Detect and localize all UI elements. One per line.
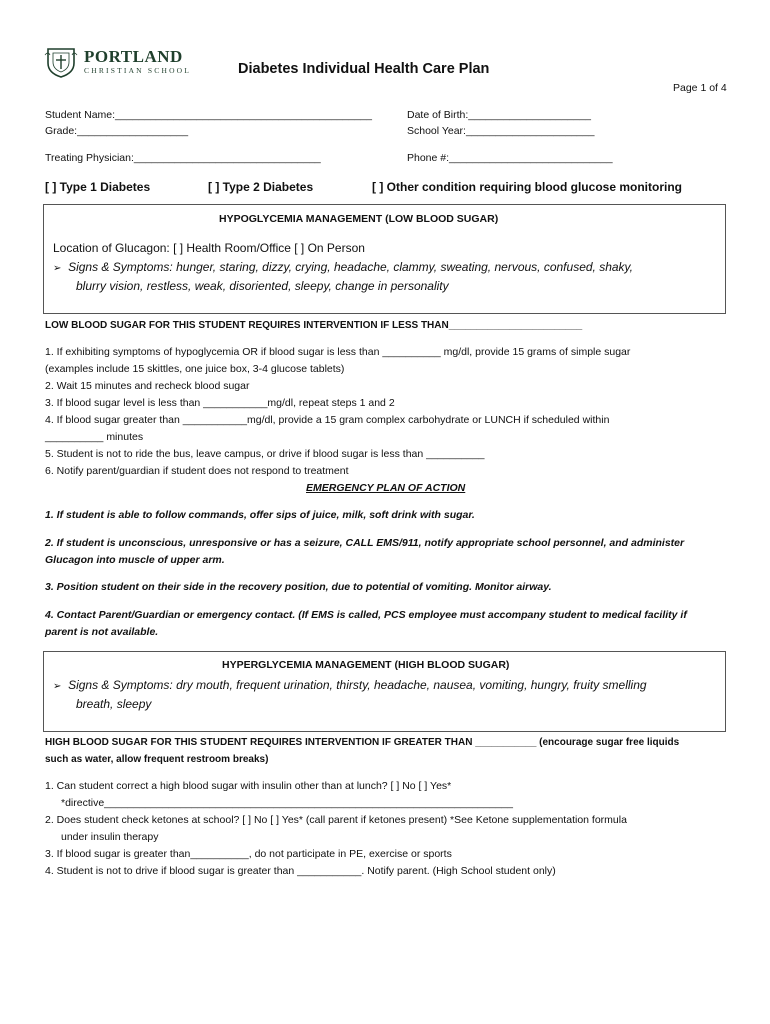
hyper-step: 1. Can student correct a high blood sugar with insulin other than at lunch? [ ] No [ ] Yes* bbox=[45, 780, 452, 792]
hypo-symptoms-line1: Signs & Symptoms: hunger, staring, dizzy, crying, headache, clammy, sweating, nervous, confused, shaky, bbox=[68, 260, 633, 274]
hypo-symptoms-line2: blurry vision, restless, weak, disoriented, sleepy, change in personality bbox=[76, 279, 449, 293]
hypo-step: (examples include 15 skittles, one juice box, 3-4 glucose tablets) bbox=[45, 363, 345, 375]
checkbox-other[interactable]: [ ] Other condition requiring blood glucose monitoring bbox=[372, 180, 682, 194]
checkbox-type2[interactable]: [ ] Type 2 Diabetes bbox=[208, 180, 314, 194]
emergency-item-4: 4. Contact Parent/Guardian or emergency contact. (If EMS is called, PCS employee must accompany student to medical facility if bbox=[45, 609, 687, 621]
hypo-step: 5. Student is not to ride the bus, leave campus, or drive if blood sugar is less than __________ bbox=[45, 448, 485, 460]
crest-icon bbox=[44, 45, 78, 79]
hypo-step: 4. If blood sugar greater than ___________mg/dl, provide a 15 gram complex carbohydrate or LUNCH if scheduled within bbox=[45, 414, 610, 426]
grade-field[interactable]: Grade:___________________ bbox=[45, 125, 189, 137]
emergency-item-3: 3. Position student on their side in the recovery position, due to potential of vomiting. Monitor airway. bbox=[45, 581, 552, 593]
emergency-item-1: 1. If student is able to follow commands, offer sips of juice, milk, soft drink with sugar. bbox=[45, 509, 475, 521]
hypo-symptoms bbox=[53, 260, 633, 274]
emergency-item-2: 2. If student is unconscious, unresponsive or has a seizure, CALL EMS/911, notify appropriate school personnel, and administer bbox=[45, 537, 685, 549]
emergency-item-2-cont: Glucagon into muscle of upper arm. bbox=[45, 554, 225, 566]
hyper-heading: HYPERGLYCEMIA MANAGEMENT (HIGH BLOOD SUGAR) bbox=[222, 659, 510, 671]
page-number: Page 1 of 4 bbox=[673, 82, 727, 94]
hyper-step: under insulin therapy bbox=[61, 831, 159, 843]
high-intervention-cont: such as water, allow frequent restroom breaks) bbox=[45, 754, 269, 765]
hypo-step: 2. Wait 15 minutes and recheck blood sugar bbox=[45, 380, 250, 392]
phone-field[interactable]: Phone #:____________________________ bbox=[407, 152, 613, 164]
dob-field[interactable]: Date of Birth:_____________________ bbox=[407, 109, 591, 121]
student-name-field[interactable]: Student Name:____________________________________________ bbox=[45, 109, 372, 121]
school-year-field[interactable]: School Year:______________________ bbox=[407, 125, 595, 137]
arrow-bullet-icon: ➢ bbox=[53, 263, 62, 274]
hypo-step: __________ minutes bbox=[45, 431, 144, 443]
hyper-symptoms-line1: Signs & Symptoms: dry mouth, frequent urination, thirsty, headache, nausea, vomiting, hungry, fruity smelling bbox=[68, 678, 647, 692]
low-intervention: LOW BLOOD SUGAR FOR THIS STUDENT REQUIRES INTERVENTION IF LESS THAN________________________ bbox=[45, 320, 583, 331]
arrow-bullet-icon: ➢ bbox=[53, 681, 62, 692]
emergency-item-4-cont: parent is not available. bbox=[45, 626, 159, 638]
hypo-step: 3. If blood sugar level is less than ___________mg/dl, repeat steps 1 and 2 bbox=[45, 397, 395, 409]
hypo-heading: HYPOGLYCEMIA MANAGEMENT (LOW BLOOD SUGAR) bbox=[219, 213, 499, 225]
hypo-step: 6. Notify parent/guardian if student does not respond to treatment bbox=[45, 465, 349, 477]
checkbox-type1[interactable]: [ ] Type 1 Diabetes bbox=[45, 180, 151, 194]
high-intervention: HIGH BLOOD SUGAR FOR THIS STUDENT REQUIRES INTERVENTION IF GREATER THAN ___________ (encourage sugar free liquids bbox=[45, 737, 680, 748]
hyper-symptoms bbox=[53, 678, 647, 692]
logo-subtitle: CHRISTIAN SCHOOL bbox=[84, 66, 192, 75]
page-title: Diabetes Individual Health Care Plan bbox=[238, 61, 490, 77]
school-logo bbox=[44, 45, 204, 79]
physician-field[interactable]: Treating Physician:________________________________ bbox=[45, 152, 321, 164]
hyper-step: *directive______________________________________________________________________ bbox=[61, 797, 513, 809]
hyper-step: 4. Student is not to drive if blood sugar is greater than ___________. Notify parent. (High School student only) bbox=[45, 865, 556, 877]
hyper-step: 2. Does student check ketones at school? [ ] No [ ] Yes* (call parent if ketones present) *See Ketone supplementation formula bbox=[45, 814, 627, 826]
hyper-symptoms-line2: breath, sleepy bbox=[76, 697, 152, 711]
logo-name: PORTLAND bbox=[84, 47, 183, 66]
emergency-heading: EMERGENCY PLAN OF ACTION bbox=[306, 482, 466, 494]
glucagon-location[interactable]: Location of Glucagon: [ ] Health Room/Office [ ] On Person bbox=[53, 241, 365, 255]
hyper-step: 3. If blood sugar is greater than__________, do not participate in PE, exercise or sports bbox=[45, 848, 452, 860]
hypo-step: 1. If exhibiting symptoms of hypoglycemia OR if blood sugar is less than __________ mg/dl, provide 15 grams of simple sugar bbox=[45, 346, 631, 358]
